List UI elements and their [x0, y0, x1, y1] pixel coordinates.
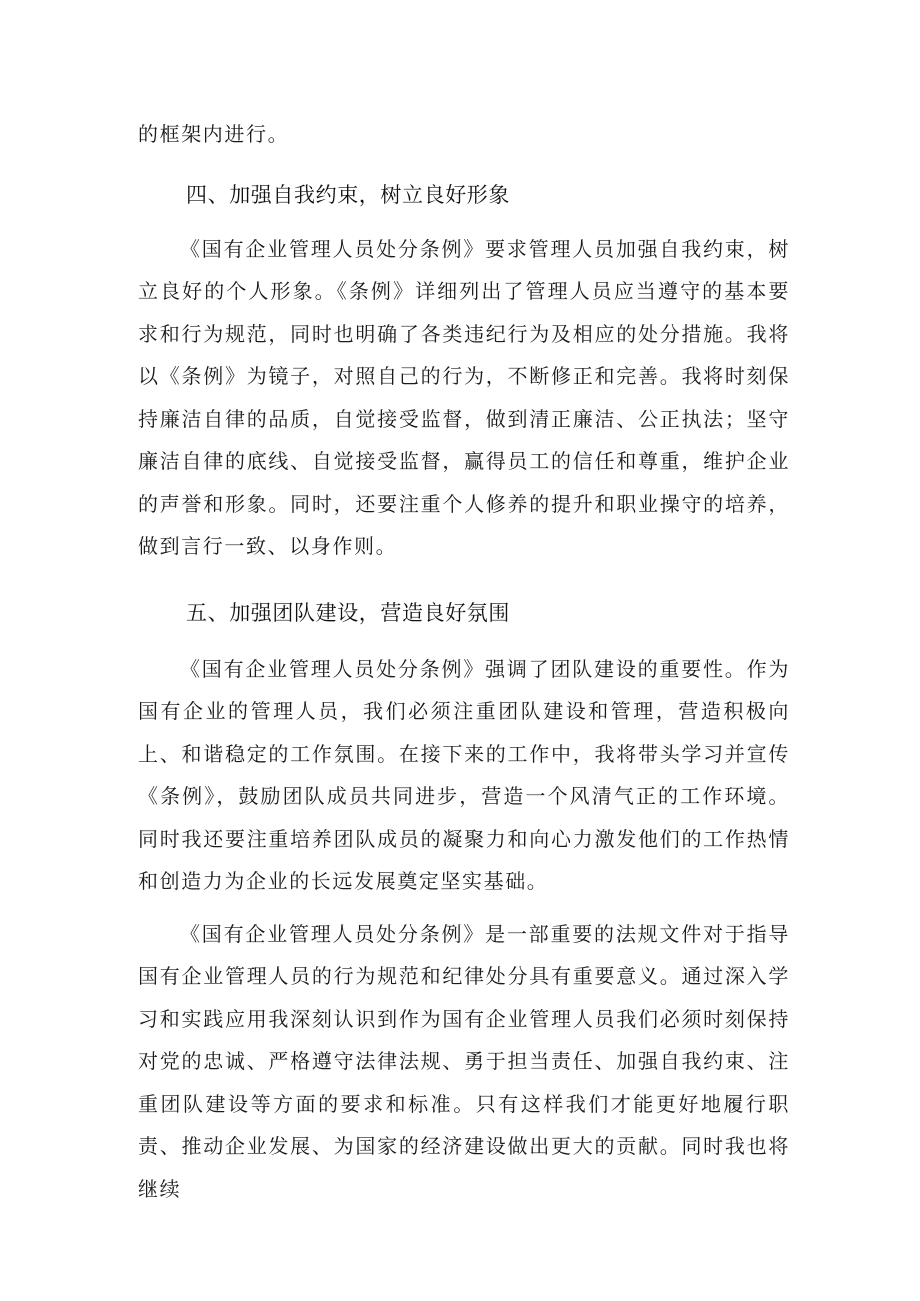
document-body — [138, 113, 790, 1210]
section-heading-five: 五、加强团队建设，营造良好氛围 — [186, 600, 510, 625]
paragraph-self-discipline: 《国有企业管理人员处分条例》要求管理人员加强自我约束，树立良好的个人形象。《条例》详细列出了管理人员应当遵守的基本要求和行为规范，同时也明确了各类违纪行为及相应的处分措施。我将以《条例》为镜子，对照自己的行为，不断修正和完善。我将时刻保持廉洁自律的品质，自觉接受监督，做到清正廉洁、公正执法；坚守廉洁自律的底线、自觉接受监督，赢得员工的信任和尊重，维护企业的声誉和形象。同时，还要注重个人修养的提升和职业操守的培养，做到言行一致、以身作则。 — [138, 236, 790, 558]
paragraph-team-building: 《国有企业管理人员处分条例》强调了团队建设的重要性。作为国有企业的管理人员，我们必须注重团队建设和管理，营造积极向上、和谐稳定的工作氛围。在接下来的工作中，我将带头学习并宣传《条例》，鼓励团队成员共同进步，营造一个风清气正的工作环境。同时我还要注重培养团队成员的凝聚力和向心力激发他们的工作热情和创造力为企业的长远发展奠定坚实基础。 — [138, 656, 790, 893]
section-heading-four: 四、加强自我约束，树立良好形象 — [186, 182, 510, 207]
paragraph-continuation: 的框架内进行。 — [138, 122, 290, 146]
paragraph-conclusion: 《国有企业管理人员处分条例》是一部重要的法规文件对于指导国有企业管理人员的行为规范和纪律处分具有重要意义。通过深入学习和实践应用我深刻认识到作为国有企业管理人员我们必须时刻保持对党的忠诚、严格遵守法律法规、勇于担当责任、加强自我约束、注重团队建设等方面的要求和标准。只有这样我们才能更好地履行职责、推动企业发展、为国家的经济建设做出更大的贡献。同时我也将继续 — [138, 921, 790, 1201]
